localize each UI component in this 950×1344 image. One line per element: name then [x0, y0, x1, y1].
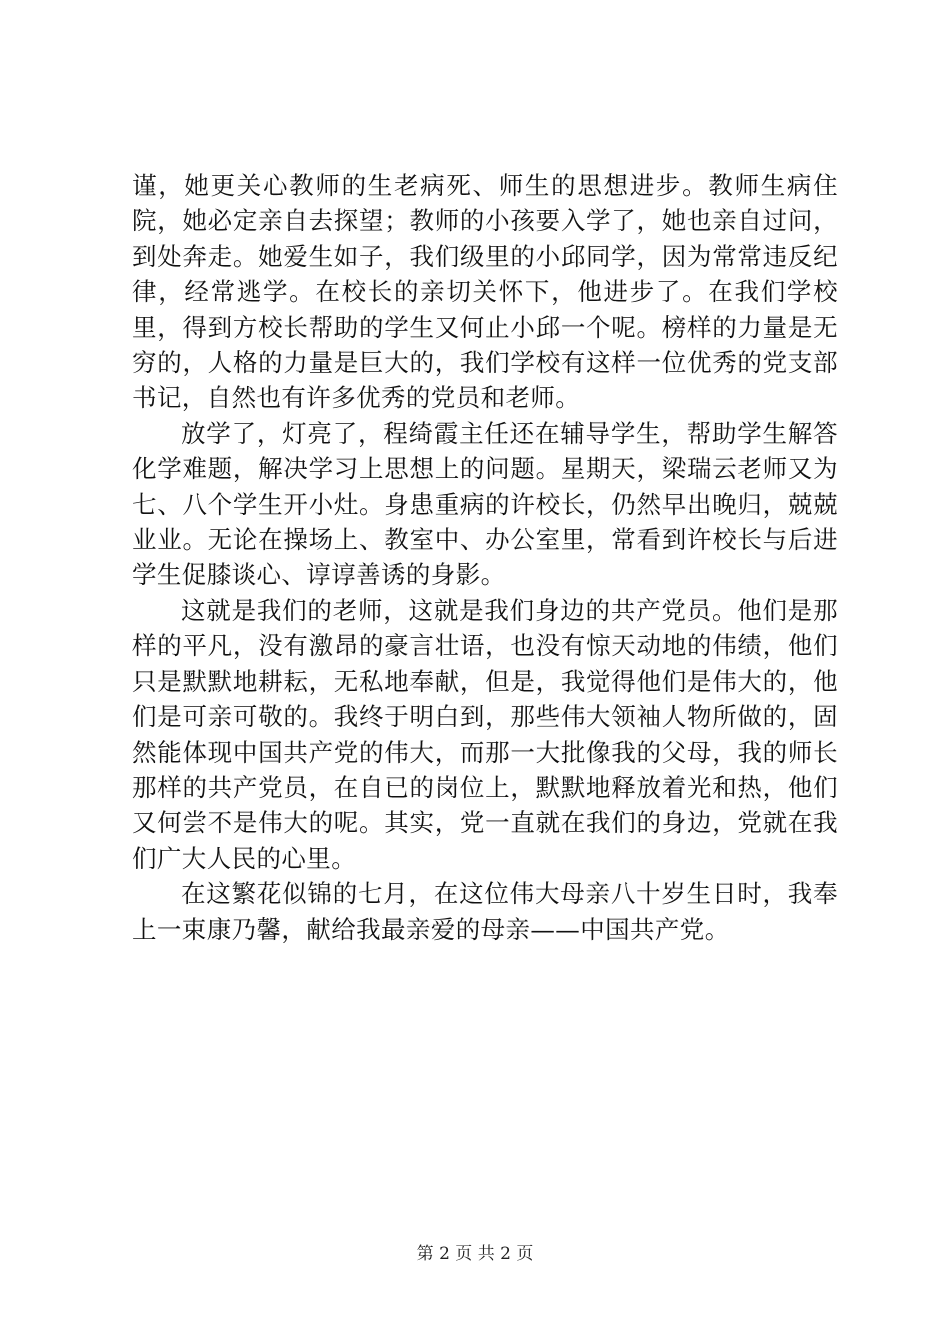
paragraph-continuation: 谨，她更关心教师的生老病死、师生的思想进步。教师生病住院，她必定亲自去探望；教师的小孩要入学了，她也亲自过问，到处奔走。她爱生如子，我们级里的小邱同学，因为常常违反纪律，经常逃学。在校长的亲切关怀下，他进步了。在我们学校里，得到方校长帮助的学生又何止小邱一个呢。榜样的力量是无穷的，人格的力量是巨大的，我们学校有这样一位优秀的党支部书记，自然也有许多优秀的党员和老师。: [132, 171, 838, 413]
paragraph-party-members: 这就是我们的老师，这就是我们身边的共产党员。他们是那样的平凡，没有激昂的豪言壮语，也没有惊天动地的伟绩，他们只是默默地耕耘，无私地奉献，但是，我觉得他们是伟大的，他们是可亲可敬的。我终于明白到，那些伟大领袖人物所做的，固然能体现中国共产党的伟大，而那一大批像我的父母，我的师长那样的共产党员，在自已的岗位上，默默地释放着光和热，他们又何尝不是伟大的呢。其实，党一直就在我们的身边，党就在我们广大人民的心里。: [132, 595, 838, 873]
page-footer: 第 2 页 共 2 页: [416, 1244, 534, 1264]
paragraph-closing: 在这繁花似锦的七月，在这位伟大母亲八十岁生日时，我奉上一束康乃馨，献给我最亲爱的母亲——中国共产党。: [132, 879, 838, 944]
document-body: [132, 168, 838, 947]
paragraph-after-school: 放学了，灯亮了，程绮霞主任还在辅导学生，帮助学生解答化学难题，解决学习上思想上的问题。星期天，梁瑞云老师又为七、八个学生开小灶。身患重病的许校长，仍然早出晚归，兢兢业业。无论在操场上、教室中、办公室里，常看到许校长与后进学生促膝谈心、谆谆善诱的身影。: [132, 418, 838, 590]
